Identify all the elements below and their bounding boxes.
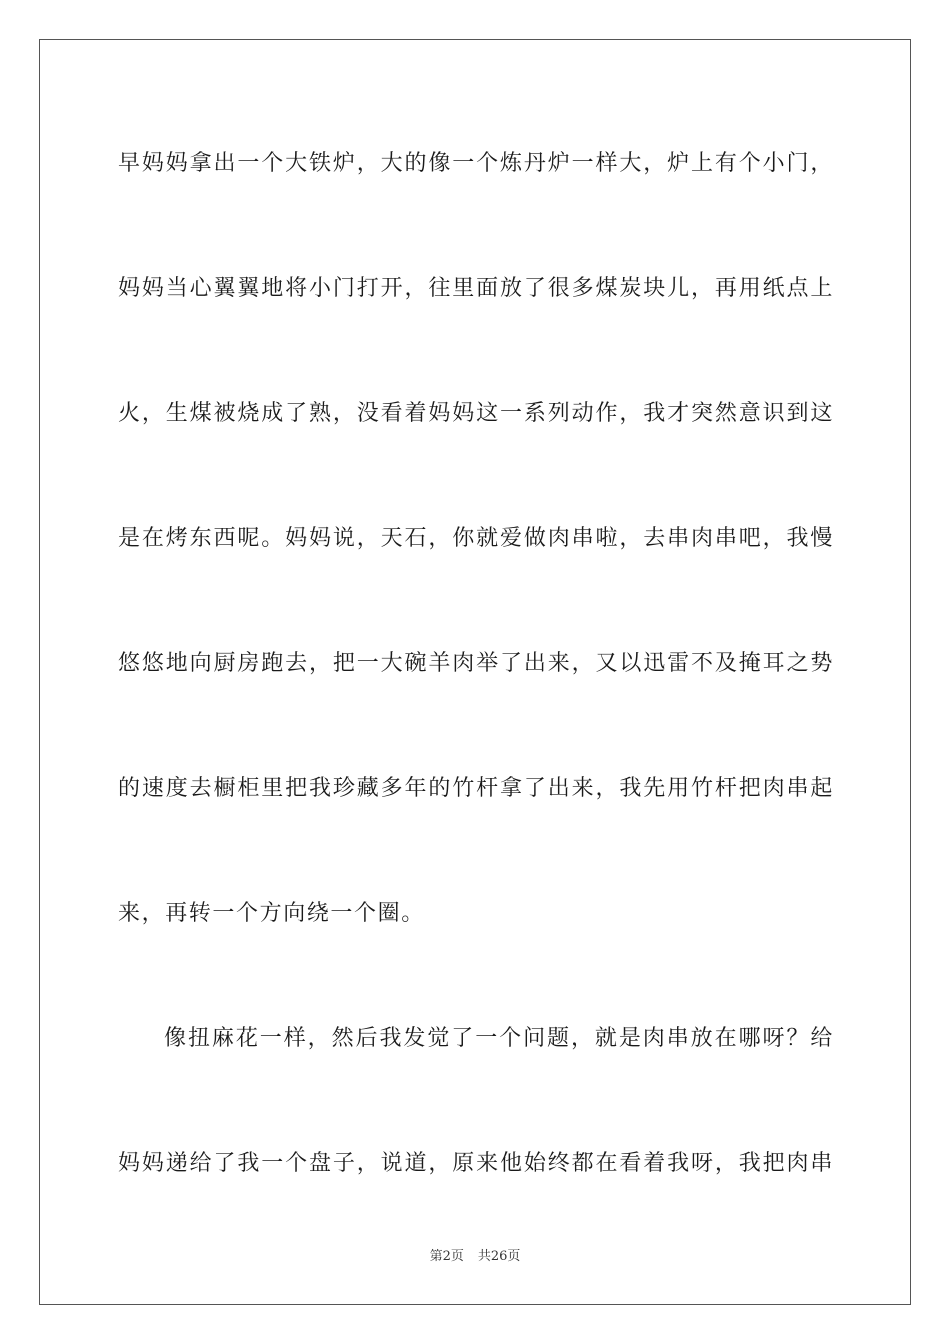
text-line-9: 妈妈递给了我一个盘子，说道，原来他始终都在看着我呀，我把肉串 (118, 1151, 834, 1176)
page-footer (40, 1249, 910, 1265)
page-number: 第2页 (429, 1249, 464, 1264)
text-line-4: 是在烤东西呢。妈妈说，天石，你就爱做肉串啦，去串肉串吧，我慢 (118, 526, 834, 551)
text-line-7: 来，再转一个方向绕一个圈。 (118, 901, 425, 926)
text-line-6: 的速度去橱柜里把我珍藏多年的竹杆拿了出来，我先用竹杆把肉串起 (118, 776, 834, 801)
text-line-8: 像扭麻花一样，然后我发觉了一个问题，就是肉串放在哪呀？给 (164, 1026, 834, 1051)
total-pages: 共26页 (477, 1249, 521, 1264)
text-line-1: 早妈妈拿出一个大铁炉，大的像一个炼丹炉一样大，炉上有个小门， (118, 151, 834, 176)
document-page (39, 39, 911, 1305)
text-line-2: 妈妈当心翼翼地将小门打开，往里面放了很多煤炭块儿，再用纸点上 (118, 276, 834, 301)
text-line-5: 悠悠地向厨房跑去，把一大碗羊肉举了出来，又以迅雷不及掩耳之势 (118, 651, 834, 676)
text-line-3: 火，生煤被烧成了熟，没看着妈妈这一系列动作，我才突然意识到这 (118, 401, 834, 426)
